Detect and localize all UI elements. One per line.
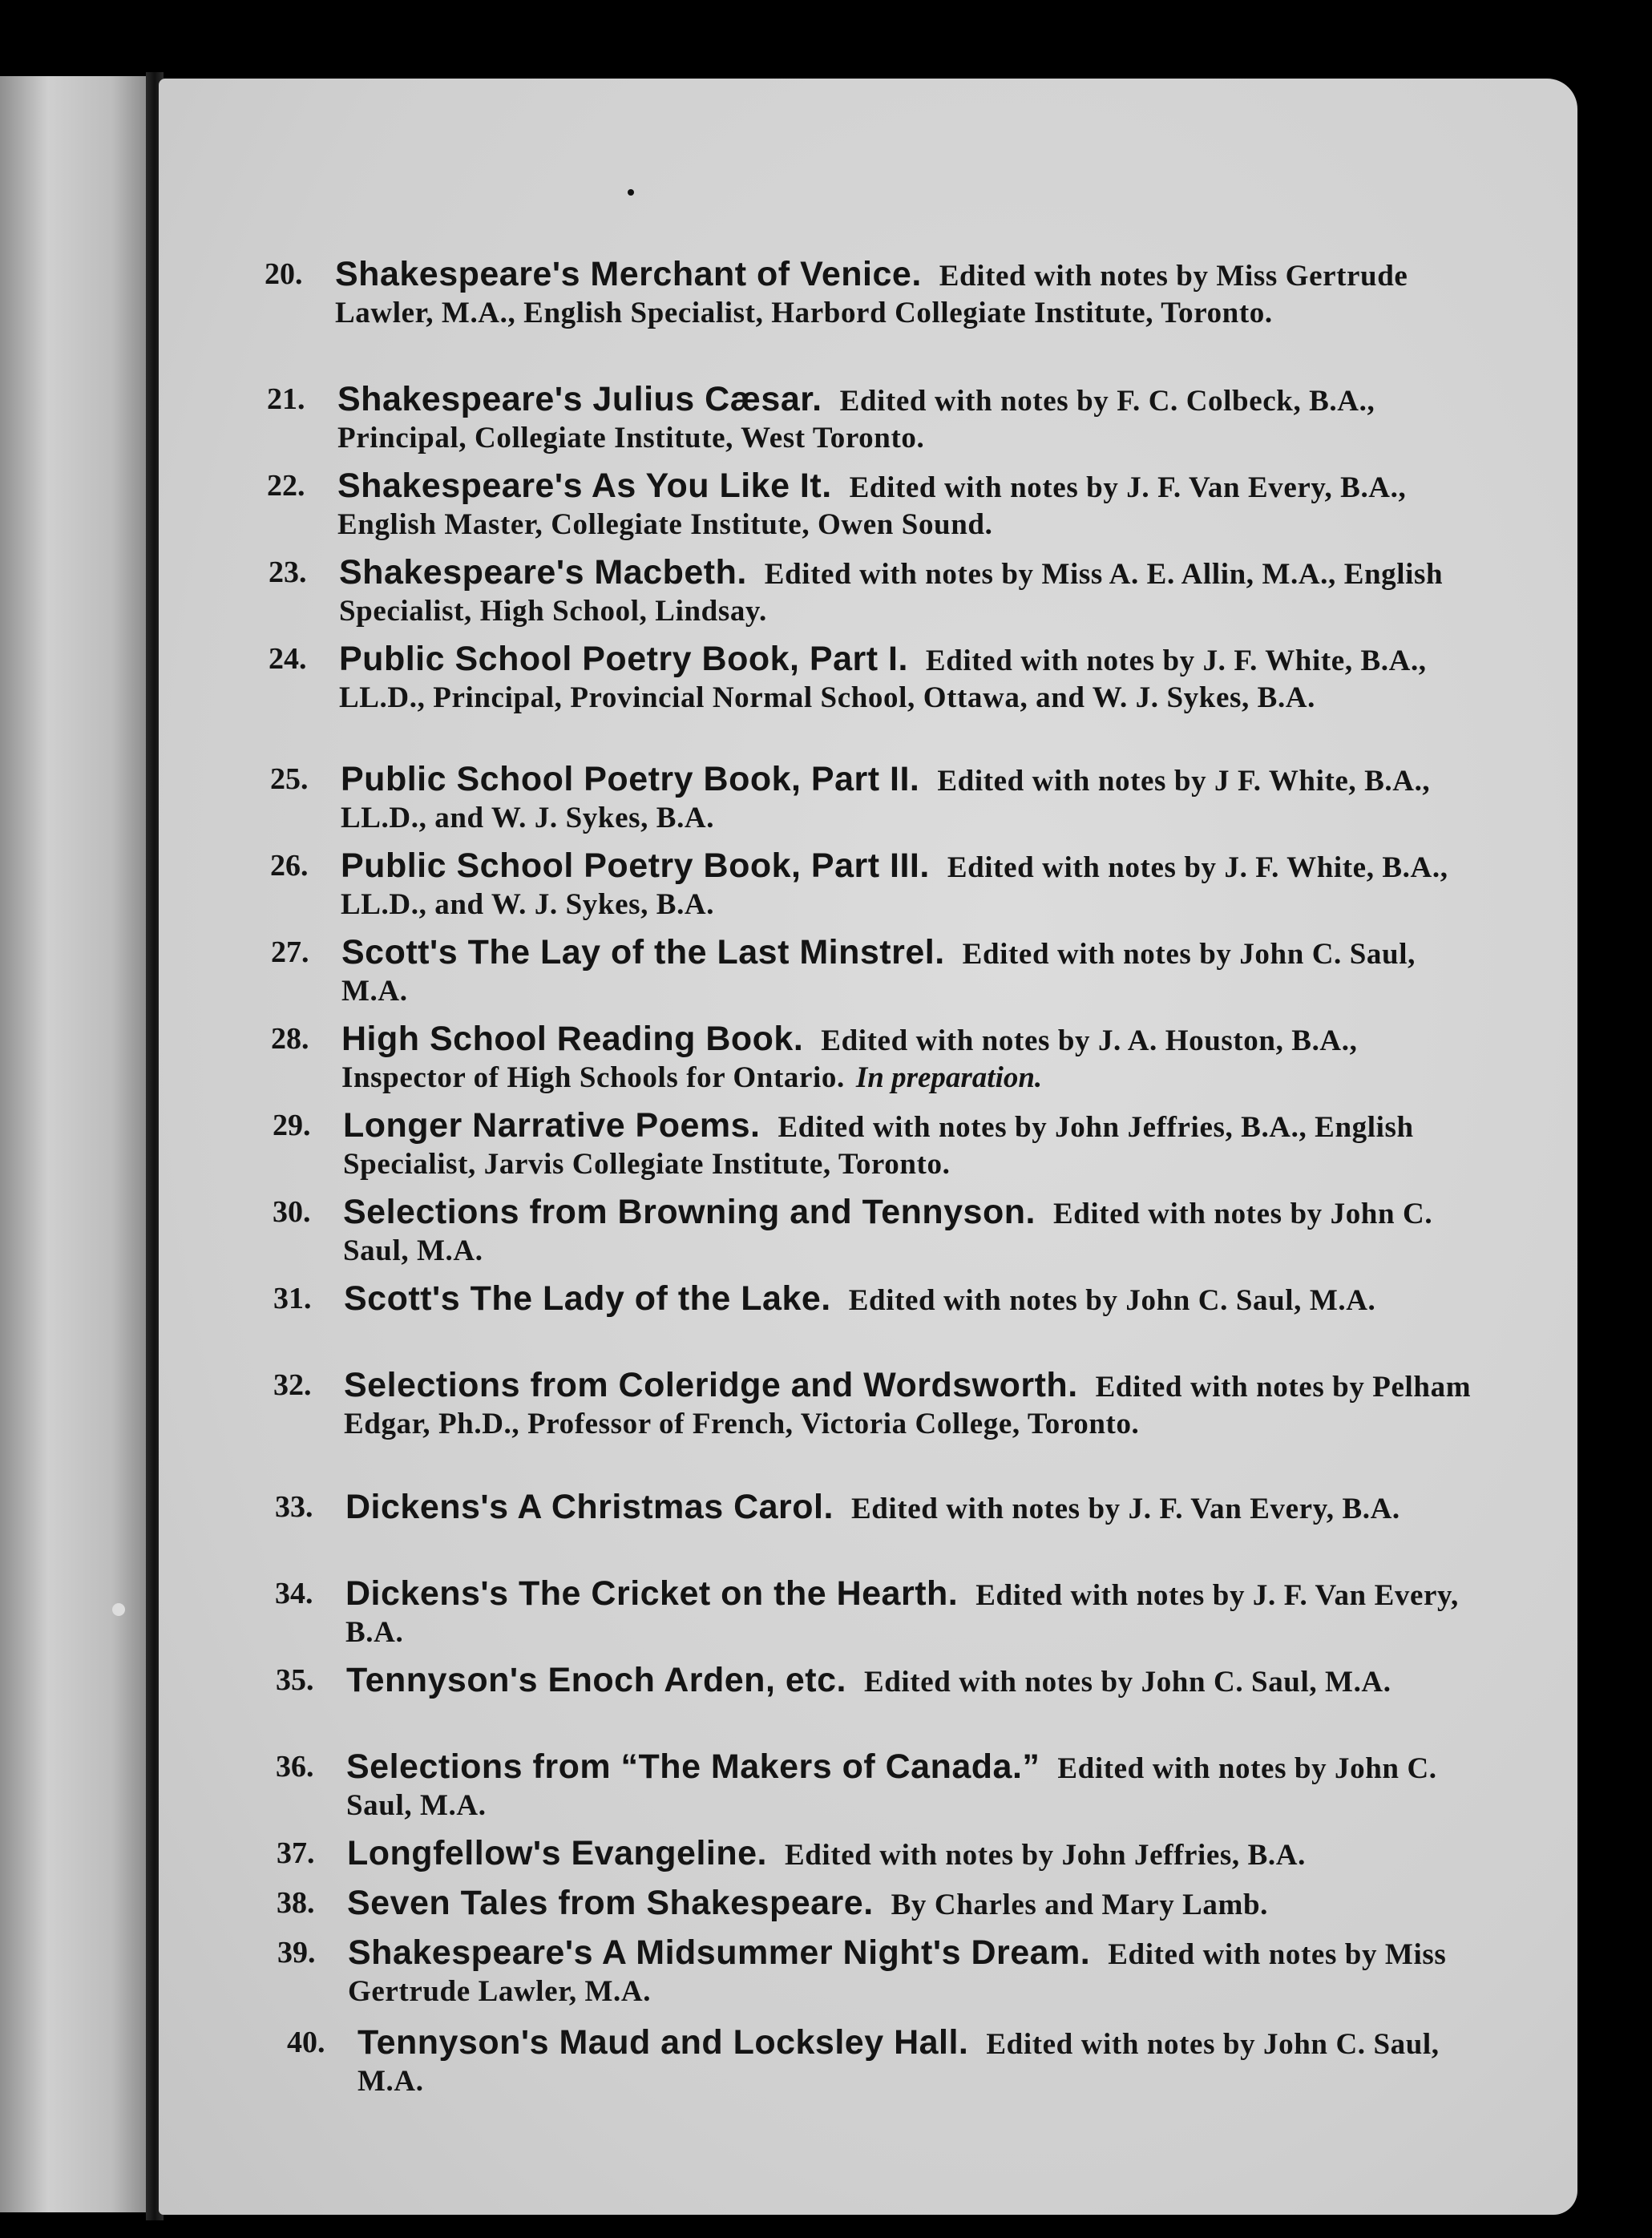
item-description: Edited with notes by J. F. White, B.A., LL.D., Principal, Provincial Normal School, Ottawa, and W. J. Sykes, B.A.: [339, 644, 1427, 714]
item-description: Edited with notes by Miss Gertrude Lawler, M.A., English Specialist, Harbord Collegiate Institute, Toronto.: [335, 260, 1408, 329]
list-item: [277, 1935, 1499, 2010]
list-item: [273, 1367, 1490, 1442]
item-description: Edited with notes by John C. Saul, M.A.: [357, 2028, 1440, 2098]
item-description: Edited with notes by John C. Saul, M.A.: [346, 1752, 1437, 1822]
item-title: Dickens's A Christmas Carol.: [345, 1488, 834, 1526]
item-description: Edited with notes by John C. Saul, M.A.: [848, 1284, 1376, 1317]
status-note: In preparation.: [855, 1061, 1043, 1094]
item-number: 31.: [273, 1282, 312, 1315]
list-item: [277, 1836, 1496, 1873]
item-title: Selections from Coleridge and Wordsworth.: [344, 1366, 1078, 1404]
list-item: [267, 468, 1476, 543]
item-description: Edited with notes by John C. Saul, M.A.: [863, 1666, 1391, 1699]
item-title: Scott's The Lady of the Lake.: [344, 1279, 831, 1318]
item-description: Edited with notes by J. F. White, B.A., LL.D., and W. J. Sykes, B.A.: [341, 851, 1448, 921]
book-page: [159, 79, 1577, 2215]
item-title: High School Reading Book.: [341, 1020, 804, 1058]
item-description: Edited with notes by J. F. Van Every, B.A., English Master, Collegiate Institute, Owen Sound.: [337, 471, 1407, 541]
facing-page-edge: [0, 76, 160, 2212]
item-title: Shakespeare's Merchant of Venice.: [335, 255, 922, 293]
item-number: 37.: [277, 1836, 315, 1870]
item-description: Edited with notes by John Jeffries, B.A.: [784, 1839, 1306, 1872]
item-number: 35.: [276, 1663, 314, 1697]
item-number: 32.: [273, 1368, 312, 1402]
item-description: Edited with notes by John C. Saul, M.A.: [341, 938, 1416, 1008]
margin-dot: [112, 1603, 125, 1616]
item-title: Dickens's The Cricket on the Hearth.: [345, 1574, 959, 1613]
item-description: Edited with notes by Pelham Edgar, Ph.D., Professor of French, Victoria College, Toronto.: [344, 1371, 1472, 1440]
item-title: Shakespeare's A Midsummer Night's Dream.: [348, 1933, 1091, 1972]
list-item: [271, 1021, 1484, 1096]
item-number: 40.: [287, 2026, 325, 2059]
item-number: 38.: [277, 1886, 315, 1920]
list-item: [273, 1194, 1488, 1269]
list-item: [271, 935, 1483, 1009]
list-item: [265, 257, 1472, 331]
item-title: Public School Poetry Book, Part II.: [341, 760, 920, 798]
item-description: Edited with notes by Miss Gertrude Lawler, M.A.: [348, 1938, 1447, 2008]
item-number: 25.: [270, 762, 309, 796]
list-item: [275, 1489, 1492, 1527]
item-title: Shakespeare's Julius Cæsar.: [337, 380, 822, 418]
item-number: 28.: [271, 1022, 309, 1056]
list-item: [277, 1885, 1496, 1923]
item-description: Edited with notes by John Jeffries, B.A., English Specialist, Jarvis Collegiate Institute, Toronto.: [343, 1111, 1414, 1181]
item-description: Edited with notes by F. C. Colbeck, B.A., Principal, Collegiate Institute, West Toronto.: [337, 385, 1375, 454]
item-number: 33.: [275, 1490, 313, 1524]
item-description: Edited with notes by J. A. Houston, B.A., Inspector of High Schools for Ontario.: [341, 1024, 1358, 1094]
item-title: Longer Narrative Poems.: [343, 1106, 761, 1145]
item-title: Selections from “The Makers of Canada.”: [346, 1747, 1040, 1786]
series-list: [159, 79, 1577, 2215]
list-item: [269, 641, 1479, 716]
list-item: [287, 2025, 1502, 2099]
list-item: [275, 1576, 1493, 1650]
item-number: 34.: [275, 1577, 313, 1610]
list-item: [273, 1108, 1486, 1182]
item-number: 27.: [271, 935, 309, 969]
item-number: 26.: [270, 849, 309, 883]
item-title: Longfellow's Evangeline.: [347, 1834, 767, 1872]
item-number: 20.: [265, 257, 303, 291]
item-number: 24.: [269, 642, 307, 676]
item-number: 21.: [267, 382, 305, 416]
item-number: 39.: [277, 1936, 316, 1969]
item-title: Public School Poetry Book, Part III.: [341, 846, 930, 885]
list-item: [270, 848, 1482, 923]
item-number: 30.: [273, 1195, 311, 1229]
item-title: Scott's The Lay of the Last Minstrel.: [341, 933, 945, 972]
list-item: [273, 1281, 1488, 1319]
item-title: Shakespeare's Macbeth.: [339, 553, 747, 592]
item-title: Shakespeare's As You Like It.: [337, 467, 832, 505]
item-description: Edited with notes by J F. White, B.A., LL.D., and W. J. Sykes, B.A.: [341, 765, 1431, 834]
list-item: [276, 1749, 1494, 1824]
item-number: 23.: [269, 555, 307, 589]
item-description: By Charles and Mary Lamb.: [891, 1889, 1268, 1921]
list-item: [267, 382, 1474, 456]
item-title: Tennyson's Enoch Arden, etc.: [346, 1661, 846, 1699]
item-number: 29.: [273, 1109, 311, 1142]
item-title: Tennyson's Maud and Locksley Hall.: [357, 2023, 969, 2062]
item-number: 36.: [276, 1750, 314, 1784]
item-title: Selections from Browning and Tennyson.: [343, 1193, 1036, 1231]
item-description: Edited with notes by J. F. Van Every, B.A.: [345, 1579, 1459, 1649]
list-item: [269, 555, 1477, 629]
item-description: Edited with notes by John C. Saul, M.A.: [343, 1198, 1433, 1267]
list-item: [276, 1662, 1494, 1700]
item-title: Seven Tales from Shakespeare.: [347, 1884, 874, 1922]
list-item: [270, 761, 1480, 836]
item-title: Public School Poetry Book, Part I.: [339, 640, 908, 678]
item-description: Edited with notes by Miss A. E. Allin, M.A., English Specialist, High School, Lindsay.: [339, 558, 1444, 628]
item-description: Edited with notes by J. F. Van Every, B.A.: [850, 1493, 1400, 1525]
item-number: 22.: [267, 469, 305, 503]
